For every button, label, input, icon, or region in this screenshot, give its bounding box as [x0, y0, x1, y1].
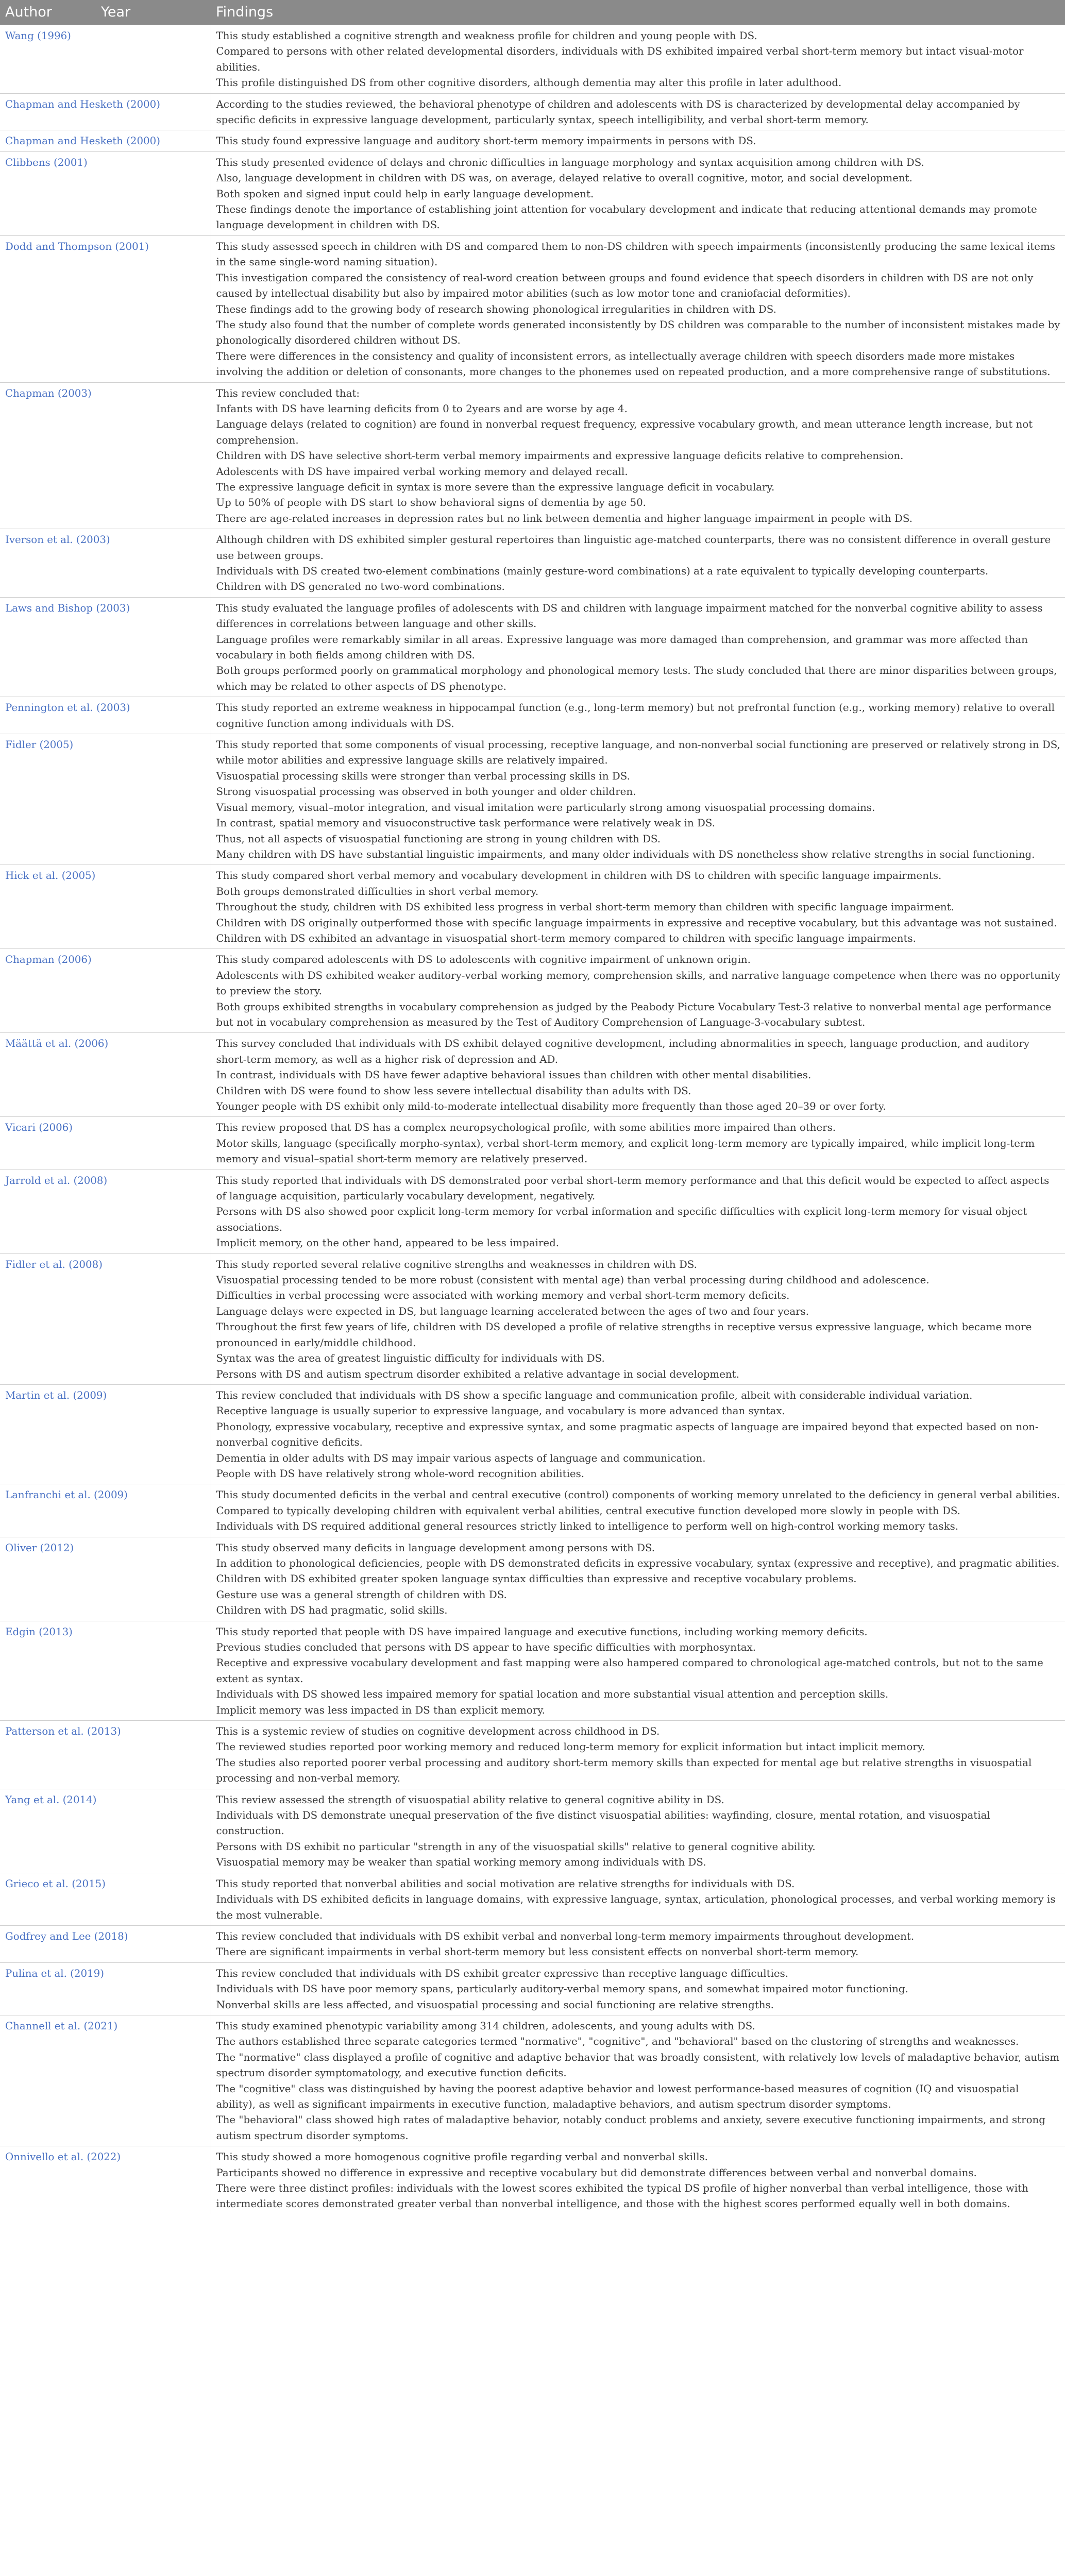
author-citation-link[interactable]: Pennington et al. (2003) [0, 697, 211, 734]
finding-text: The reviewed studies reported poor working memory and reduced long-term memory for explicit information but intact implicit memory. [216, 1741, 925, 1753]
findings-cell [211, 1537, 1065, 1621]
finding-text: This survey concluded that individuals with DS exhibit delayed cognitive development, including abnormalities in speech, language production, and auditory short-term memory, as well as a higher risk of depression and AD. [216, 1038, 1030, 1065]
findings-cell [211, 2146, 1065, 2214]
table-row [0, 949, 1065, 1033]
column-header-author: Author [0, 0, 96, 25]
author-citation-link[interactable]: Channell et al. (2021) [0, 2015, 211, 2146]
finding-text: Up to 50% of people with DS start to show behavioral signs of dementia by age 50. [216, 497, 646, 509]
finding-text: The studies also reported poorer verbal processing and auditory short-term memory skills than expected for mental age but relative strengths in visuospatial processing and non-verbal memory. [216, 1756, 1032, 1785]
finding-text: Thus, not all aspects of visuospatial functioning are strong in young children with DS. [216, 833, 661, 845]
finding-text: In contrast, individuals with DS have fewer adaptive behavioral issues than children with other mental disabilities. [216, 1069, 812, 1081]
author-citation-link[interactable]: Fidler et al. (2008) [0, 1253, 211, 1384]
finding-text: Children with DS originally outperformed those with specific language impairments in expressive and receptive vocabulary, but this advantage was not sustained. [216, 917, 1057, 929]
finding-text: According to the studies reviewed, the behavioral phenotype of children and adolescents with DS is characterized by developmental delay accompanied by specific deficits in expressive language development, particularly syntax, speech intelligibility, and verbal short-term memory. [216, 98, 1020, 126]
findings-cell [211, 1117, 1065, 1170]
finding-text: These findings add to the growing body of research showing phonological irregularities in children with DS. [216, 303, 776, 315]
author-citation-link[interactable]: Chapman and Hesketh (2000) [0, 93, 211, 130]
table-row [0, 1621, 1065, 1720]
finding-text: Individuals with DS showed less impaired memory for spatial location and more substantial visual attention and perception skills. [216, 1688, 889, 1701]
table-row [0, 151, 1065, 235]
finding-text: Motor skills, language (specifically morpho-syntax), verbal short-term memory, and explicit long-term memory are typically impaired, while implicit long-term memory and visual–spatial short-term memory are relatively preserved. [216, 1137, 1035, 1165]
table-row [0, 1170, 1065, 1253]
author-citation-link[interactable]: Clibbens (2001) [0, 151, 211, 235]
finding-text: This study assessed speech in children with DS and compared them to non-DS children with speech impairments (inconsistently producing the same lexical items in the same single-word naming situation). [216, 240, 1055, 268]
finding-text: This study reported that some components of visual processing, receptive language, and non-nonverbal social functioning are preserved or relatively strong in DS, while motor abilities and expressive language skills are relatively impaired. [216, 739, 1060, 767]
finding-text: Nonverbal skills are less affected, and visuospatial processing and social functioning are relative strengths. [216, 1998, 774, 2011]
findings-cell [211, 865, 1065, 949]
findings-cell [211, 382, 1065, 529]
findings-cell [211, 529, 1065, 598]
finding-text: This study presented evidence of delays and chronic difficulties in language morphology and syntax acquisition among children with DS. [216, 156, 924, 168]
author-citation-link[interactable]: Määttä et al. (2006) [0, 1033, 211, 1117]
table-header [0, 0, 1065, 25]
finding-text: Children with DS exhibited greater spoken language syntax difficulties than expressive and receptive vocabulary problems. [216, 1573, 857, 1585]
findings-cell [211, 25, 1065, 94]
finding-text: This study evaluated the language profiles of adolescents with DS and children with language impairment matched for the nonverbal cognitive ability to assess differences in correlations between language and other skills. [216, 602, 1043, 630]
author-citation-link[interactable]: Jarrold et al. (2008) [0, 1170, 211, 1253]
findings-cell [211, 697, 1065, 734]
finding-text: This review concluded that: [216, 387, 360, 399]
finding-text: Compared to typically developing children with equivalent verbal abilities, central executive function developed more slowly in people with DS. [216, 1504, 960, 1517]
finding-text: Implicit memory, on the other hand, appeared to be less impaired. [216, 1237, 560, 1249]
finding-text: This is a systemic review of studies on cognitive development across childhood in DS. [216, 1725, 660, 1738]
table-row [0, 1253, 1065, 1384]
table-row [0, 25, 1065, 94]
table-row [0, 1962, 1065, 2015]
author-citation-link[interactable]: Godfrey and Lee (2018) [0, 1925, 211, 1962]
findings-cell [211, 1621, 1065, 1720]
finding-text: There are age-related increases in depression rates but no link between dementia and higher language impairment in people with DS. [216, 512, 913, 524]
finding-text: Receptive language is usually superior to expressive language, and vocabulary is more advanced than syntax. [216, 1405, 785, 1417]
finding-text: Language delays (related to cognition) are found in nonverbal request frequency, expressive vocabulary growth, and mean utterance length increase, but not comprehension. [216, 418, 1033, 446]
findings-cell [211, 1789, 1065, 1873]
finding-text: This study reported that people with DS have impaired language and executive functions, including working memory deficits. [216, 1625, 868, 1638]
findings-cell [211, 597, 1065, 697]
findings-cell [211, 1962, 1065, 2015]
table-body [0, 25, 1065, 2214]
finding-text: Individuals with DS exhibited deficits in language domains, with expressive language, syntax, articulation, phonological processes, and verbal working memory is the most vulnerable. [216, 1893, 1056, 1921]
finding-text: This study compared adolescents with DS to adolescents with cognitive impairment of unknown origin. [216, 954, 751, 966]
finding-text: Children with DS generated no two-word combinations. [216, 581, 505, 593]
finding-text: This review concluded that individuals with DS exhibit verbal and nonverbal long-term memory impairments throughout development. [216, 1930, 915, 1942]
author-citation-link[interactable]: Hick et al. (2005) [0, 865, 211, 949]
finding-text: Visuospatial processing tended to be more robust (consistent with mental age) than verbal processing during childhood and adolescence. [216, 1274, 929, 1286]
finding-text: This study observed many deficits in language development among persons with DS. [216, 1541, 655, 1554]
table-row [0, 697, 1065, 734]
findings-cell [211, 1484, 1065, 1537]
finding-text: Both groups demonstrated difficulties in short verbal memory. [216, 885, 539, 897]
finding-text: There were differences in the consistency and quality of inconsistent errors, as intellectually average children with speech disorders made more mistakes involving the addition or deletion of consonants, more changes to the phonemes used on repeated production, and a more comprehensive range of substitutions. [216, 350, 1051, 378]
author-citation-link[interactable]: Lanfranchi et al. (2009) [0, 1484, 211, 1537]
finding-text: This study documented deficits in the verbal and central executive (control) components of working memory unrelated to the deficiency in general verbal abilities. [216, 1489, 1060, 1501]
finding-text: This study established a cognitive strength and weakness profile for children and young people with DS. [216, 30, 757, 42]
finding-text: There were three distinct profiles: individuals with the lowest scores exhibited the typical DS profile of higher nonverbal than verbal intelligence, those with intermediate scores demonstrated greater verbal than nonverbal intelligence, and those with the highest scores performed equally well in both domains. [216, 2182, 1028, 2210]
finding-text: Infants with DS have learning deficits from 0 to 2years and are worse by age 4. [216, 402, 628, 415]
finding-text: The "cognitive" class was distinguished by having the poorest adaptive behavior and lowest performance-based measures of cognition (IQ and visuospatial ability), as well as significant impairments in executive function, maladaptive behaviors, and autism spectrum disorder symptoms. [216, 2082, 1019, 2110]
author-citation-link[interactable]: Martin et al. (2009) [0, 1384, 211, 1484]
finding-text: Participants showed no difference in expressive and receptive vocabulary but did demonstrate differences between verbal and nonverbal domains. [216, 2166, 977, 2179]
author-citation-link[interactable]: Edgin (2013) [0, 1621, 211, 1720]
finding-text: This study reported an extreme weakness in hippocampal function (e.g., long-term memory) but not prefrontal function (e.g., working memory) relative to overall cognitive function among individuals with DS. [216, 702, 1055, 730]
findings-cell [211, 1925, 1065, 1962]
finding-text: This study found expressive language and auditory short-term memory impairments in persons with DS. [216, 135, 756, 147]
finding-text: Previous studies concluded that persons with DS appear to have specific difficulties with morphosyntax. [216, 1641, 756, 1653]
finding-text: This study examined phenotypic variability among 314 children, adolescents, and young adults with DS. [216, 2020, 755, 2032]
author-citation-link[interactable]: Grieco et al. (2015) [0, 1873, 211, 1925]
finding-text: Both spoken and signed input could help in early language development. [216, 188, 594, 200]
findings-cell [211, 1721, 1065, 1789]
finding-text: In addition to phonological deficiencies, people with DS demonstrated deficits in expressive vocabulary, syntax (expressive and receptive), and pragmatic abilities. [216, 1557, 1060, 1569]
table-row [0, 1873, 1065, 1925]
author-citation-link[interactable]: Chapman (2006) [0, 949, 211, 1033]
finding-text: Receptive and expressive vocabulary development and fast mapping were also hampered compared to chronological age-matched controls, but not to the same extent as syntax. [216, 1657, 1043, 1685]
finding-text: Individuals with DS have poor memory spans, particularly auditory-verbal memory spans, and somewhat impaired motor functioning. [216, 1983, 908, 1995]
finding-text: The expressive language deficit in syntax is more severe than the expressive language deficit in vocabulary. [216, 481, 775, 493]
findings-cell [211, 1873, 1065, 1925]
finding-text: Individuals with DS required additional general resources strictly linked to intelligence to perform well on high-control working memory tasks. [216, 1520, 959, 1533]
finding-text: Compared to persons with other related developmental disorders, individuals with DS exhibited impaired verbal short-term memory but intact visual-motor abilities. [216, 45, 1024, 73]
author-citation-link[interactable]: Pulina et al. (2019) [0, 1962, 211, 2015]
finding-text: Persons with DS also showed poor explicit long-term memory for verbal information and specific difficulties with explicit long-term memory for visual object associations. [216, 1206, 1027, 1233]
author-citation-link[interactable]: Oliver (2012) [0, 1537, 211, 1621]
findings-cell [211, 949, 1065, 1033]
table-row [0, 382, 1065, 529]
finding-text: The study also found that the number of complete words generated inconsistently by DS children was comparable to the number of inconsistent mistakes made by phonologically disordered children without DS. [216, 318, 1060, 347]
findings-cell [211, 151, 1065, 235]
finding-text: This investigation compared the consistency of real-word creation between groups and found evidence that speech disorders in children with DS are not only caused by intellectual disability but also by impaired motor abilities (such as low motor tone and craniofacial deformities). [216, 272, 1034, 300]
table-row [0, 2146, 1065, 2214]
finding-text: Language profiles were remarkably similar in all areas. Expressive language was more damaged than comprehension, and grammar was more affected than vocabulary in both fields among children with DS. [216, 633, 1028, 662]
finding-text: Visuospatial processing skills were stronger than verbal processing skills in DS. [216, 770, 630, 782]
finding-text: Dementia in older adults with DS may impair various aspects of language and communication. [216, 1452, 706, 1464]
findings-cell [211, 2015, 1065, 2146]
finding-text: This profile distinguished DS from other cognitive disorders, although dementia may alter this profile in later adulthood. [216, 77, 842, 89]
table-row [0, 1789, 1065, 1873]
finding-text: Phonology, expressive vocabulary, receptive and expressive syntax, and some pragmatic aspects of language are impaired beyond that expected based on non-nonverbal cognitive deficits. [216, 1420, 1039, 1449]
author-citation-link[interactable]: Yang et al. (2014) [0, 1789, 211, 1873]
author-citation-link[interactable]: Dodd and Thompson (2001) [0, 235, 211, 382]
table-row [0, 865, 1065, 949]
finding-text: The "behavioral" class showed high rates of maladaptive behavior, notably conduct problems and anxiety, severe executive functioning impairments, and strong autism spectrum disorder symptoms. [216, 2114, 1045, 2142]
finding-text: Children with DS were found to show less severe intellectual disability than adults with DS. [216, 1084, 691, 1097]
finding-text: This review proposed that DS has a complex neuropsychological profile, with some abilities more impaired than others. [216, 1122, 836, 1134]
author-citation-link[interactable]: Patterson et al. (2013) [0, 1721, 211, 1789]
finding-text: Throughout the study, children with DS exhibited less progress in verbal short-term memory than children with specific language impairment. [216, 901, 954, 913]
finding-text: This study reported that individuals with DS demonstrated poor verbal short-term memory performance and that this deficit would be expected to affect aspects of language acquisition, particularly vocabulary development, negatively. [216, 1174, 1050, 1202]
finding-text: This study showed a more homogenous cognitive profile regarding verbal and nonverbal skills. [216, 2151, 708, 2163]
finding-text: These findings denote the importance of establishing joint attention for vocabulary development and indicate that reducing attentional demands may promote language development in children with DS. [216, 204, 1037, 231]
table-row [0, 1925, 1065, 1962]
author-citation-link[interactable]: Wang (1996) [0, 25, 211, 94]
finding-text: This study compared short verbal memory and vocabulary development in children with DS to children with specific language impairments. [216, 870, 942, 882]
table-row [0, 1721, 1065, 1789]
author-citation-link[interactable]: Laws and Bishop (2003) [0, 597, 211, 697]
finding-text: Children with DS have selective short-term verbal memory impairments and expressive language deficits relative to comprehension. [216, 450, 904, 462]
findings-cell [211, 1033, 1065, 1117]
finding-text: Both groups performed poorly on grammatical morphology and phonological memory tests. The study concluded that there are minor disparities between groups, which may be related to other aspects of DS phenotype. [216, 665, 1057, 692]
finding-text: The "normative" class displayed a profile of cognitive and adaptive behavior that was broadly consistent, with relatively low levels of maladaptive behavior, autism spectrum disorder symptomatology, and executive function deficits. [216, 2051, 1060, 2079]
finding-text: This review concluded that individuals with DS show a specific language and communication profile, albeit with considerable individual variation. [216, 1389, 973, 1401]
findings-cell [211, 1384, 1065, 1484]
table-row [0, 1537, 1065, 1621]
finding-text: In contrast, spatial memory and visuoconstructive task performance were relatively weak in DS. [216, 817, 716, 829]
finding-text: Language delays were expected in DS, but language learning accelerated between the ages of two and four years. [216, 1305, 809, 1317]
author-citation-link[interactable]: Vicari (2006) [0, 1117, 211, 1170]
finding-text: Younger people with DS exhibit only mild-to-moderate intellectual disability more frequently than those aged 20–39 or over forty. [216, 1100, 886, 1112]
table-row [0, 2015, 1065, 2146]
finding-text: The authors established three separate categories termed "normative", "cognitive", and "behavioral" based on the clustering of strengths and weaknesses. [216, 2036, 1019, 2048]
finding-text: Adolescents with DS exhibited weaker auditory-verbal working memory, comprehension skills, and narrative language competence when there was no opportunity to preview the story. [216, 969, 1061, 997]
finding-text: Syntax was the area of greatest linguistic difficulty for individuals with DS. [216, 1352, 605, 1365]
finding-text: Children with DS exhibited an advantage in visuospatial short-term memory compared to children with specific language impairments. [216, 932, 916, 944]
finding-text: Also, language development in children with DS was, on average, delayed relative to overall cognitive, motor, and social development. [216, 172, 912, 184]
finding-text: This review concluded that individuals with DS exhibit greater expressive than receptive language difficulties. [216, 1967, 789, 1979]
finding-text: This study reported that nonverbal abilities and social motivation are relative strengths for individuals with DS. [216, 1877, 795, 1890]
table-row [0, 1484, 1065, 1537]
author-citation-link[interactable]: Chapman (2003) [0, 382, 211, 529]
author-citation-link[interactable]: Chapman and Hesketh (2000) [0, 130, 211, 151]
findings-cell [211, 235, 1065, 382]
author-citation-link[interactable]: Fidler (2005) [0, 734, 211, 865]
finding-text: There are significant impairments in verbal short-term memory but less consistent effects on nonverbal short-term memory. [216, 1946, 859, 1958]
table-row [0, 235, 1065, 382]
finding-text: This study reported several relative cognitive strengths and weaknesses in children with DS. [216, 1258, 697, 1270]
finding-text: Many children with DS have substantial linguistic impairments, and many older individuals with DS nonetheless show relative strengths in social functioning. [216, 848, 1035, 860]
findings-cell [211, 93, 1065, 130]
table-row [0, 1384, 1065, 1484]
author-citation-link[interactable]: Onnivello et al. (2022) [0, 2146, 211, 2214]
finding-text: This review assessed the strength of visuospatial ability relative to general cognitive ability in DS. [216, 1793, 724, 1806]
finding-text: Throughout the first few years of life, children with DS developed a profile of relative strengths in receptive versus expressive language, which became more pronounced in early/middle childhood. [216, 1321, 1032, 1349]
column-header-findings: Findings [211, 0, 1065, 25]
table-row [0, 734, 1065, 865]
table-row [0, 1117, 1065, 1170]
author-citation-link[interactable]: Iverson et al. (2003) [0, 529, 211, 598]
finding-text: Adolescents with DS have impaired verbal working memory and delayed recall. [216, 465, 628, 478]
finding-text: Individuals with DS demonstrate unequal preservation of the five distinct visuospatial abilities: wayfinding, closure, mental rotation, and visuospatial construction. [216, 1809, 990, 1837]
finding-text: Implicit memory was less impacted in DS than explicit memory. [216, 1704, 545, 1716]
finding-text: Visual memory, visual–motor integration, and visual imitation were particularly strong among visuospatial processing domains. [216, 801, 875, 814]
finding-text: Visuospatial memory may be weaker than spatial working memory among individuals with DS. [216, 1856, 706, 1869]
table-row [0, 130, 1065, 151]
finding-text: Although children with DS exhibited simpler gestural repertoires than linguistic age-matched counterparts, there was no consistent difference in overall gesture use between groups. [216, 534, 1051, 562]
finding-text: People with DS have relatively strong whole-word recognition abilities. [216, 1467, 585, 1480]
finding-text: Strong visuospatial processing was observed in both younger and older children. [216, 786, 636, 798]
column-header-year: Year [96, 0, 211, 25]
table-row [0, 529, 1065, 598]
finding-text: Individuals with DS created two-element combinations (mainly gesture-word combinations) at a rate equivalent to typically developing counterparts. [216, 565, 989, 577]
finding-text: Gesture use was a general strength of children with DS. [216, 1588, 507, 1601]
findings-cell [211, 734, 1065, 865]
finding-text: Persons with DS exhibit no particular "strength in any of the visuospatial skills" relative to general cognitive ability. [216, 1840, 816, 1853]
findings-cell [211, 1170, 1065, 1253]
findings-cell [211, 1253, 1065, 1384]
finding-text: Both groups exhibited strengths in vocabulary comprehension as judged by the Peabody Picture Vocabulary Test-3 relative to nonverbal mental age performance but not in vocabulary comprehension as measured by the Test of Auditory Comprehension of Language-3-vocabulary subtest. [216, 1001, 1052, 1028]
finding-text: Persons with DS and autism spectrum disorder exhibited a relative advantage in social development. [216, 1368, 739, 1380]
finding-text: Children with DS had pragmatic, solid skills. [216, 1604, 448, 1617]
table-row [0, 1033, 1065, 1117]
finding-text: Difficulties in verbal processing were associated with working memory and verbal short-term memory deficits. [216, 1290, 790, 1302]
table-row [0, 93, 1065, 130]
findings-cell [211, 130, 1065, 151]
table-row [0, 597, 1065, 697]
